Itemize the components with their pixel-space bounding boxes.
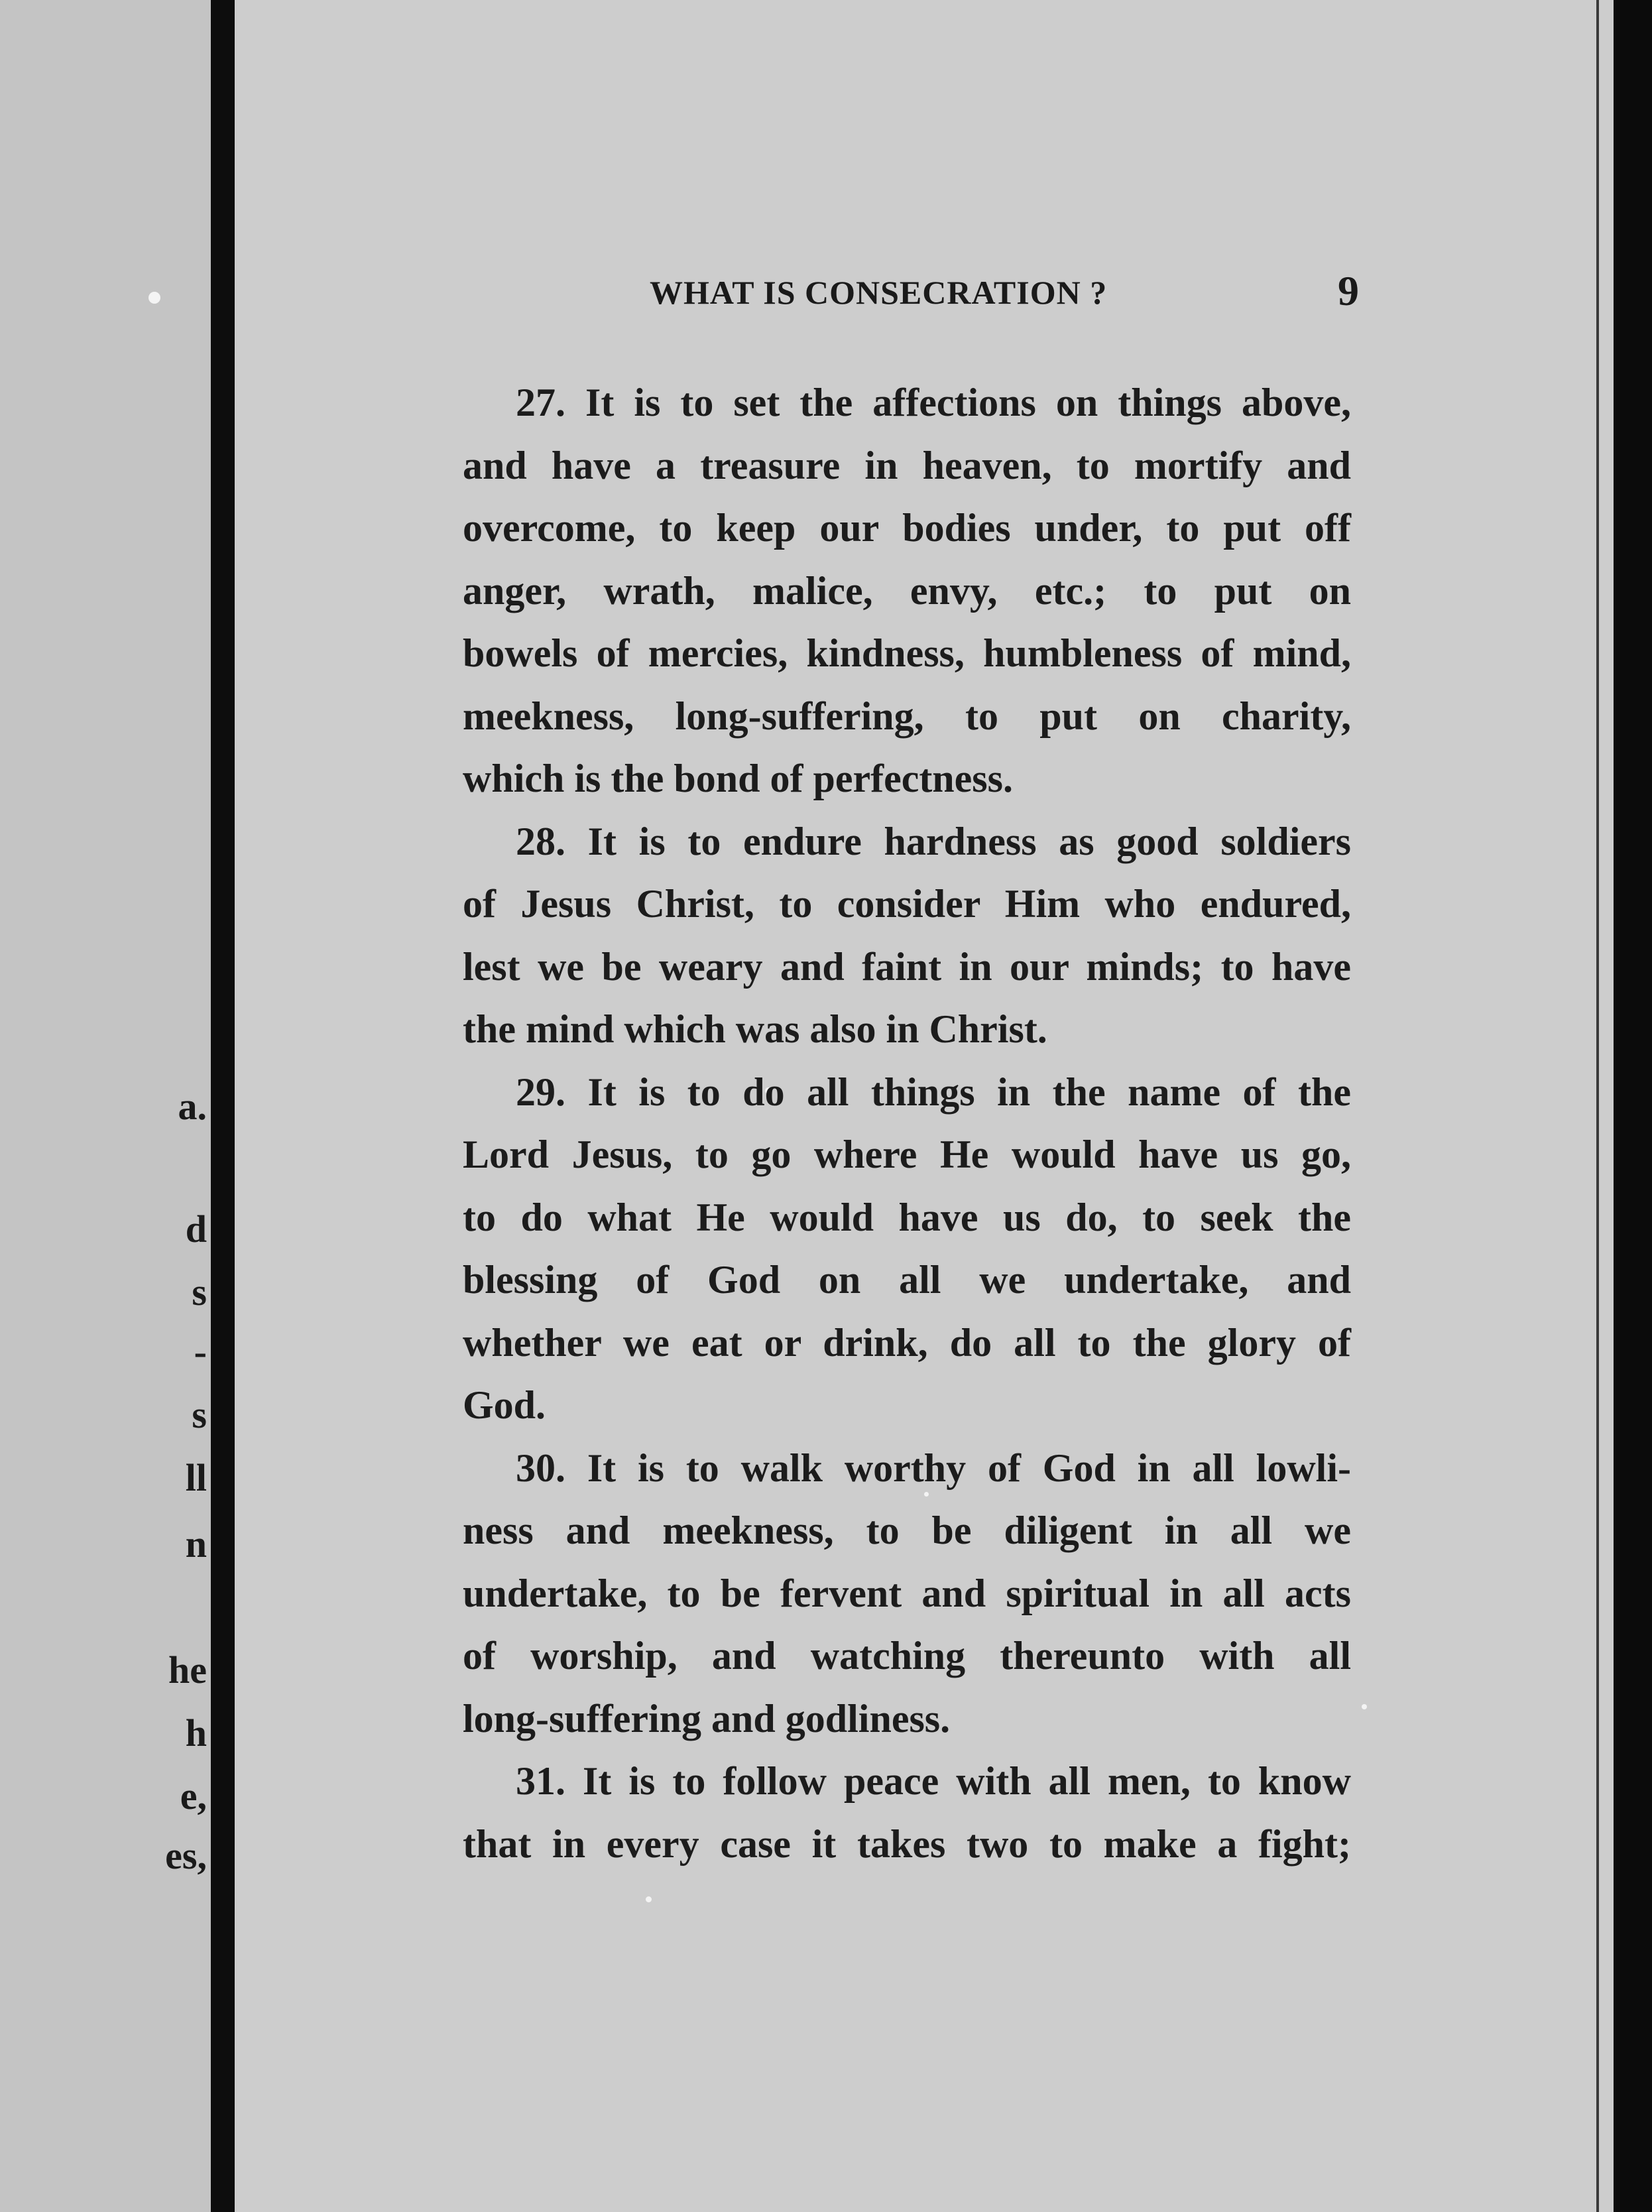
text-line: God. — [463, 1383, 546, 1427]
text-line: long-suffering and godliness. — [463, 1696, 951, 1741]
facing-page-fragment: - — [194, 1330, 207, 1373]
text-line: 29. It is to do all things in the name of the — [516, 1070, 1351, 1114]
text-line: overcome, to keep our bodies under, to put off — [463, 506, 1351, 550]
paragraph-29 — [410, 1061, 1351, 1437]
facing-page-fragment: s — [192, 1393, 207, 1436]
page-edge-shadow — [1614, 0, 1652, 2212]
page-edge-line — [1596, 0, 1599, 2212]
running-head: WHAT IS CONSECRATION ? — [650, 274, 1108, 311]
page-header — [418, 267, 1372, 317]
text-line: 27. It is to set the affections on things above, — [516, 381, 1351, 424]
text-line: undertake, to be fervent and spiritual in all acts — [463, 1571, 1351, 1615]
text-line: that in every case it takes two to make a fight; — [463, 1821, 1351, 1866]
body-text — [410, 371, 1351, 1875]
facing-page-fragment: s — [192, 1270, 207, 1314]
text-line: Lord Jesus, to go where He would have us go, — [463, 1133, 1351, 1176]
text-line: bowels of mercies, kindness, humbleness of mind, — [463, 631, 1351, 675]
text-line: blessing of God on all we undertake, and — [463, 1258, 1351, 1302]
text-line: the mind which was also in Christ. — [463, 1007, 1047, 1051]
facing-page-margin — [0, 0, 211, 2212]
text-line: meekness, long-suffering, to put on charity, — [463, 694, 1351, 738]
paragraph-31 — [410, 1750, 1351, 1875]
facing-page-fragment: n — [185, 1522, 207, 1566]
text-line: to do what He would have us do, to seek the — [463, 1195, 1351, 1239]
text-line: 31. It is to follow peace with all men, to know — [516, 1759, 1351, 1803]
text-line: whether we eat or drink, do all to the glory of — [463, 1320, 1351, 1365]
text-line: and have a treasure in heaven, to mortify and — [463, 443, 1351, 487]
facing-page-fragment: d — [185, 1207, 207, 1251]
binding-gutter — [211, 0, 235, 2212]
paragraph-28 — [410, 810, 1351, 1061]
facing-page-fragment: es, — [165, 1834, 207, 1877]
text-line: ness and meekness, to be diligent in all we — [463, 1508, 1351, 1552]
page-number: 9 — [1338, 267, 1359, 314]
facing-page-fragment: a. — [178, 1085, 207, 1128]
paragraph-27 — [410, 371, 1351, 810]
text-line: which is the bond of perfectness. — [463, 757, 1014, 800]
facing-page-fragment: e, — [180, 1774, 207, 1817]
text-line: of worship, and watching thereunto with all — [463, 1634, 1351, 1678]
text-line: of Jesus Christ, to consider Him who endured, — [463, 882, 1351, 926]
text-line: 28. It is to endure hardness as good soldiers — [516, 819, 1351, 863]
facing-page-fragment: he — [168, 1648, 207, 1691]
facing-page-fragment: ll — [185, 1456, 207, 1499]
paragraph-30 — [410, 1437, 1351, 1751]
facing-page-fragment: h — [185, 1711, 207, 1754]
text-line: anger, wrath, malice, envy, etc.; to put on — [463, 568, 1351, 613]
text-line: lest we be weary and faint in our minds; to have — [463, 944, 1351, 989]
text-line: 30. It is to walk worthy of God in all lowli- — [516, 1445, 1351, 1490]
